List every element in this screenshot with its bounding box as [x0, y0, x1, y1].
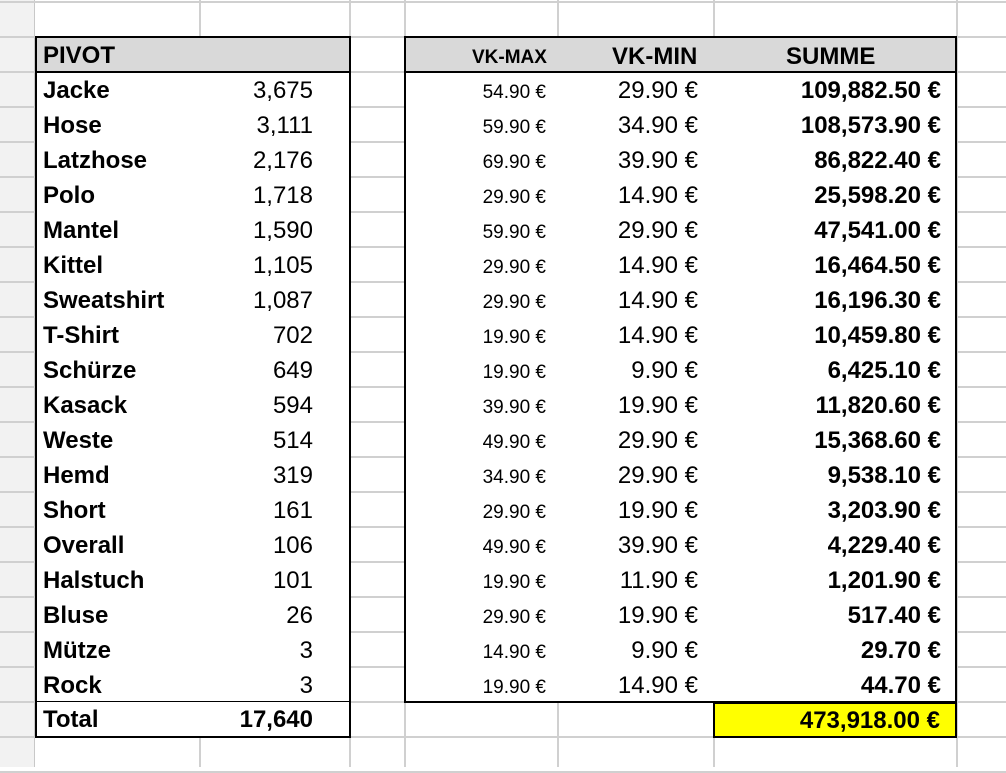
prices-row: [406, 213, 955, 248]
pivot-total-label[interactable]: Total: [43, 706, 99, 733]
vk-max-cell[interactable]: 29.90 €: [482, 187, 546, 208]
pivot-item-qty[interactable]: 26: [286, 602, 313, 629]
pivot-row: [37, 178, 349, 213]
pivot-item-name[interactable]: Polo: [43, 182, 95, 209]
vk-max-cell[interactable]: 19.90 €: [482, 572, 546, 593]
pivot-item-name[interactable]: Sweatshirt: [43, 287, 165, 314]
summe-cell[interactable]: 1,201.90 €: [827, 567, 941, 594]
pivot-item-name[interactable]: Hose: [43, 112, 102, 139]
vk-max-cell[interactable]: 19.90 €: [482, 327, 546, 348]
header-summe[interactable]: SUMME: [786, 43, 876, 70]
pivot-total-value[interactable]: 17,640: [239, 706, 313, 733]
pivot-row: [37, 388, 349, 423]
summe-cell[interactable]: 10,459.80 €: [814, 322, 941, 349]
header-vk-max[interactable]: VK-MAX: [472, 47, 547, 68]
vk-max-cell[interactable]: 49.90 €: [482, 537, 546, 558]
vk-max-cell[interactable]: 54.90 €: [482, 82, 546, 103]
pivot-item-name[interactable]: Overall: [43, 532, 125, 559]
prices-row: [406, 73, 955, 108]
vk-min-cell[interactable]: 11.90 €: [619, 567, 698, 594]
pivot-row: [37, 213, 349, 248]
summe-cell[interactable]: 29.70 €: [860, 637, 941, 664]
summe-cell[interactable]: 47,541.00 €: [814, 217, 941, 244]
summe-cell[interactable]: 517.40 €: [847, 602, 941, 629]
pivot-row: [37, 423, 349, 458]
pivot-item-qty[interactable]: 1,590: [252, 217, 313, 244]
vk-max-cell[interactable]: 69.90 €: [482, 152, 546, 173]
vk-min-cell[interactable]: 9.90 €: [631, 357, 698, 384]
vk-max-cell[interactable]: 34.90 €: [482, 467, 546, 488]
vk-min-cell[interactable]: 29.90 €: [617, 462, 698, 489]
prices-row: [406, 458, 955, 493]
prices-row: [406, 318, 955, 353]
pivot-item-qty[interactable]: 1,105: [252, 252, 313, 279]
prices-row: [406, 493, 955, 528]
vk-min-cell[interactable]: 19.90 €: [617, 602, 698, 629]
vk-min-cell[interactable]: 29.90 €: [617, 427, 698, 454]
pivot-item-name[interactable]: Rock: [43, 672, 102, 699]
pivot-item-name[interactable]: Weste: [43, 427, 114, 454]
vk-max-cell[interactable]: 29.90 €: [482, 502, 546, 523]
summe-cell[interactable]: 15,368.60 €: [814, 427, 941, 454]
vk-min-cell[interactable]: 14.90 €: [617, 287, 698, 314]
pivot-item-qty[interactable]: 1,087: [252, 287, 313, 314]
prices-row: [406, 108, 955, 143]
prices-row: [406, 248, 955, 283]
pivot-row: [37, 248, 349, 283]
pivot-header-cell[interactable]: PIVOT: [43, 42, 116, 69]
pivot-item-qty[interactable]: 3: [299, 672, 313, 699]
vk-min-cell[interactable]: 34.90 €: [617, 112, 698, 139]
pivot-item-qty[interactable]: 514: [272, 427, 313, 454]
summe-cell[interactable]: 16,464.50 €: [814, 252, 941, 279]
pivot-item-name[interactable]: Short: [43, 497, 106, 524]
prices-row: [406, 633, 955, 668]
vk-max-cell[interactable]: 29.90 €: [482, 607, 546, 628]
pivot-total-row: [35, 702, 351, 738]
pivot-item-name[interactable]: Hemd: [43, 462, 110, 489]
summe-cell[interactable]: 108,573.90 €: [800, 112, 941, 139]
pivot-row: [37, 283, 349, 318]
pivot-item-name[interactable]: Bluse: [43, 602, 109, 629]
summe-cell[interactable]: 109,882.50 €: [800, 77, 941, 104]
summe-cell[interactable]: 86,822.40 €: [814, 147, 941, 174]
vk-max-cell[interactable]: 19.90 €: [482, 677, 546, 698]
summe-cell[interactable]: 44.70 €: [860, 672, 941, 699]
prices-row: [406, 283, 955, 318]
prices-header-row: [406, 38, 955, 73]
total-summe-cell[interactable]: [713, 702, 957, 738]
gridline-horizontal: [0, 1, 1006, 3]
vk-max-cell[interactable]: 49.90 €: [482, 432, 546, 453]
vk-min-cell[interactable]: 19.90 €: [617, 392, 698, 419]
pivot-item-name[interactable]: Jacke: [43, 77, 110, 104]
pivot-item-qty[interactable]: 1,718: [252, 182, 313, 209]
pivot-row: [37, 563, 349, 598]
pivot-item-name[interactable]: Halstuch: [43, 567, 145, 594]
pivot-item-qty[interactable]: 106: [272, 532, 313, 559]
pivot-header-row: [37, 38, 349, 73]
pivot-row: [37, 108, 349, 143]
pivot-item-name[interactable]: Latzhose: [43, 147, 148, 174]
vk-min-cell[interactable]: 19.90 €: [617, 497, 698, 524]
prices-row: [406, 598, 955, 633]
pivot-item-qty[interactable]: 649: [272, 357, 313, 384]
pivot-item-name[interactable]: Mütze: [43, 637, 111, 664]
vk-max-cell[interactable]: 39.90 €: [482, 397, 546, 418]
summe-cell[interactable]: 4,229.40 €: [827, 532, 941, 559]
vk-min-cell[interactable]: 39.90 €: [617, 147, 698, 174]
pivot-item-qty[interactable]: 3,111: [256, 112, 313, 139]
pivot-item-qty[interactable]: 319: [272, 462, 313, 489]
vk-min-cell[interactable]: 14.90 €: [617, 252, 698, 279]
vk-min-cell[interactable]: 14.90 €: [617, 182, 698, 209]
header-vk-min[interactable]: VK-MIN: [612, 43, 698, 70]
summe-cell[interactable]: 6,425.10 €: [827, 357, 941, 384]
vk-max-cell[interactable]: 59.90 €: [482, 222, 546, 243]
pivot-row: [37, 143, 349, 178]
summe-cell[interactable]: 25,598.20 €: [814, 182, 941, 209]
pivot-item-name[interactable]: Kasack: [43, 392, 128, 419]
pivot-item-qty[interactable]: 2,176: [252, 147, 313, 174]
pivot-item-qty[interactable]: 594: [272, 392, 313, 419]
prices-row: [406, 388, 955, 423]
pivot-row: [37, 528, 349, 563]
vk-max-cell[interactable]: 14.90 €: [482, 642, 546, 663]
prices-row: [406, 423, 955, 458]
vk-max-cell[interactable]: 59.90 €: [482, 117, 546, 138]
vk-min-cell[interactable]: 29.90 €: [617, 77, 698, 104]
prices-row: [406, 668, 955, 703]
pivot-item-name[interactable]: Mantel: [43, 217, 120, 244]
vk-max-cell[interactable]: 29.90 €: [482, 257, 546, 278]
summe-cell[interactable]: 11,820.60 €: [815, 392, 941, 419]
pivot-row: [37, 353, 349, 388]
total-summe-value: 473,918.00 €: [799, 707, 940, 734]
prices-row: [406, 143, 955, 178]
pivot-item-qty[interactable]: 161: [272, 497, 313, 524]
pivot-row: [37, 458, 349, 493]
pivot-item-qty[interactable]: 3: [299, 637, 313, 664]
pivot-item-name[interactable]: Schürze: [43, 357, 137, 384]
vk-min-cell[interactable]: 29.90 €: [617, 217, 698, 244]
pivot-row: [37, 493, 349, 528]
vk-min-cell[interactable]: 9.90 €: [631, 637, 698, 664]
prices-row: [406, 353, 955, 388]
prices-table: [404, 36, 957, 703]
pivot-item-name[interactable]: Kittel: [43, 252, 103, 279]
pivot-row: [37, 633, 349, 668]
pivot-item-qty[interactable]: 702: [272, 322, 313, 349]
pivot-item-qty[interactable]: 3,675: [252, 77, 313, 104]
pivot-row: [37, 318, 349, 353]
vk-min-cell[interactable]: 14.90 €: [617, 672, 698, 699]
vk-max-cell[interactable]: 29.90 €: [482, 292, 546, 313]
summe-cell[interactable]: 16,196.30 €: [814, 287, 941, 314]
prices-row: [406, 528, 955, 563]
pivot-item-qty[interactable]: 101: [272, 567, 313, 594]
pivot-row: [37, 598, 349, 633]
vk-max-cell[interactable]: 19.90 €: [482, 362, 546, 383]
vk-min-cell[interactable]: 14.90 €: [617, 322, 698, 349]
pivot-item-name[interactable]: T-Shirt: [43, 322, 119, 349]
row-header-column: [0, 0, 35, 767]
pivot-row: [37, 668, 349, 703]
pivot-row: [37, 73, 349, 108]
summe-cell[interactable]: 9,538.10 €: [827, 462, 941, 489]
prices-row: [406, 563, 955, 598]
vk-min-cell[interactable]: 39.90 €: [617, 532, 698, 559]
pivot-table: [35, 36, 351, 703]
summe-cell[interactable]: 3,203.90 €: [827, 497, 941, 524]
prices-row: [406, 178, 955, 213]
